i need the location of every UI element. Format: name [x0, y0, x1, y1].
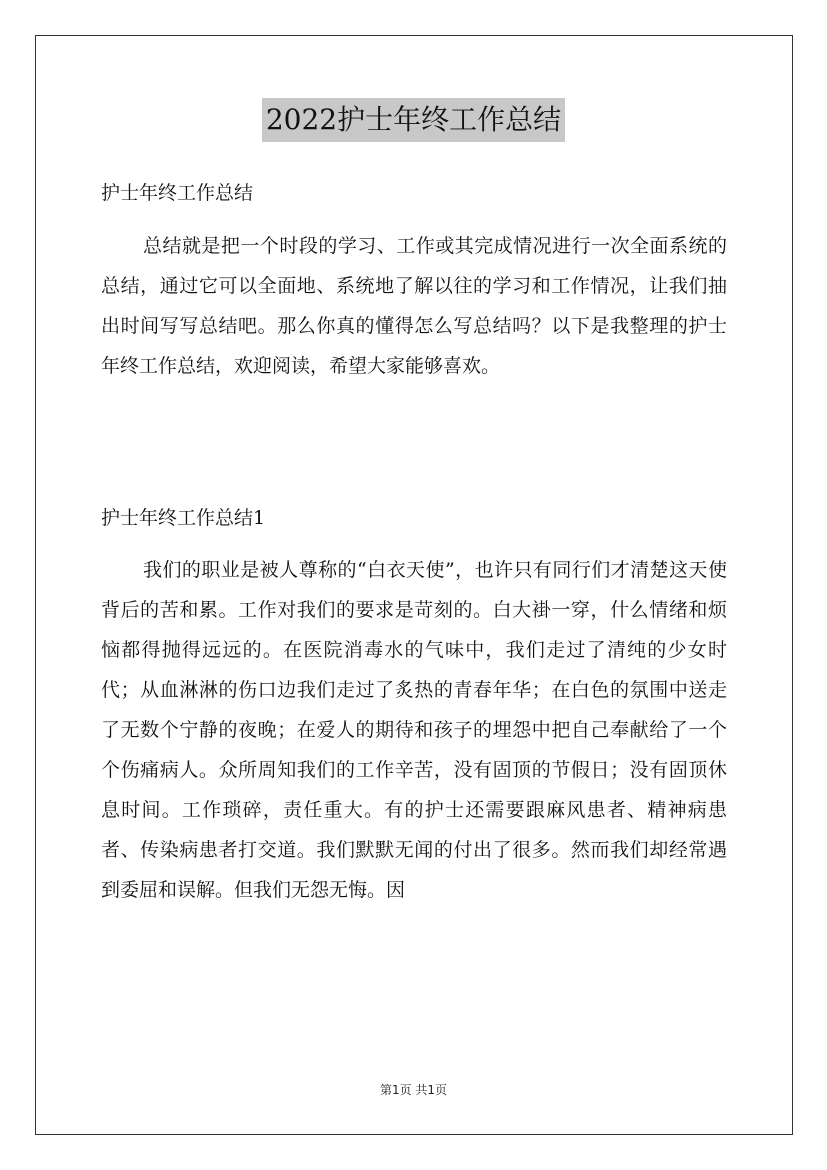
- section-paragraph: 我们的职业是被人尊称的“白衣天使”，也许只有同行们才清楚这天使背后的苦和累。工作对我们的要求是苛刻的。白大褂一穿，什么情绪和烦恼都得抛得远远的。在医院消毒水的气味中，我们走过了清纯的少女时代；从血淋淋的伤口边我们走过了炙热的青春年华；在白色的氛围中送走了无数个宁静的夜晚；在爱人的期待和孩子的埋怨中把自己奉献给了一个个伤痛病人。众所周知我们的工作辛苦，没有固顶的节假日；没有固顶休息时间。工作琐碎，责任重大。有的护士还需要跟麻风患者、精神病患者、传染病患者打交道。我们默默无闻的付出了很多。然而我们却经常遇到委屈和误解。但我们无怨无悔。因: [101, 559, 727, 901]
- section-heading: 护士年终工作总结1: [101, 507, 266, 529]
- page-footer: 第1页 共1页: [379, 1083, 448, 1097]
- intro-paragraph: 总结就是把一个时段的学习、工作或其完成情况进行一次全面系统的总结，通过它可以全面地、系统地了解以往的学习和工作情况，让我们抽出时间写写总结吧。那么你真的懂得怎么写总结吗？以下是我整理的护士年终工作总结，欢迎阅读，希望大家能够喜欢。: [101, 235, 727, 377]
- title-container: [0, 98, 827, 142]
- document-subtitle: 护士年终工作总结: [101, 182, 254, 204]
- document-title: 2022护士年终工作总结: [262, 98, 565, 142]
